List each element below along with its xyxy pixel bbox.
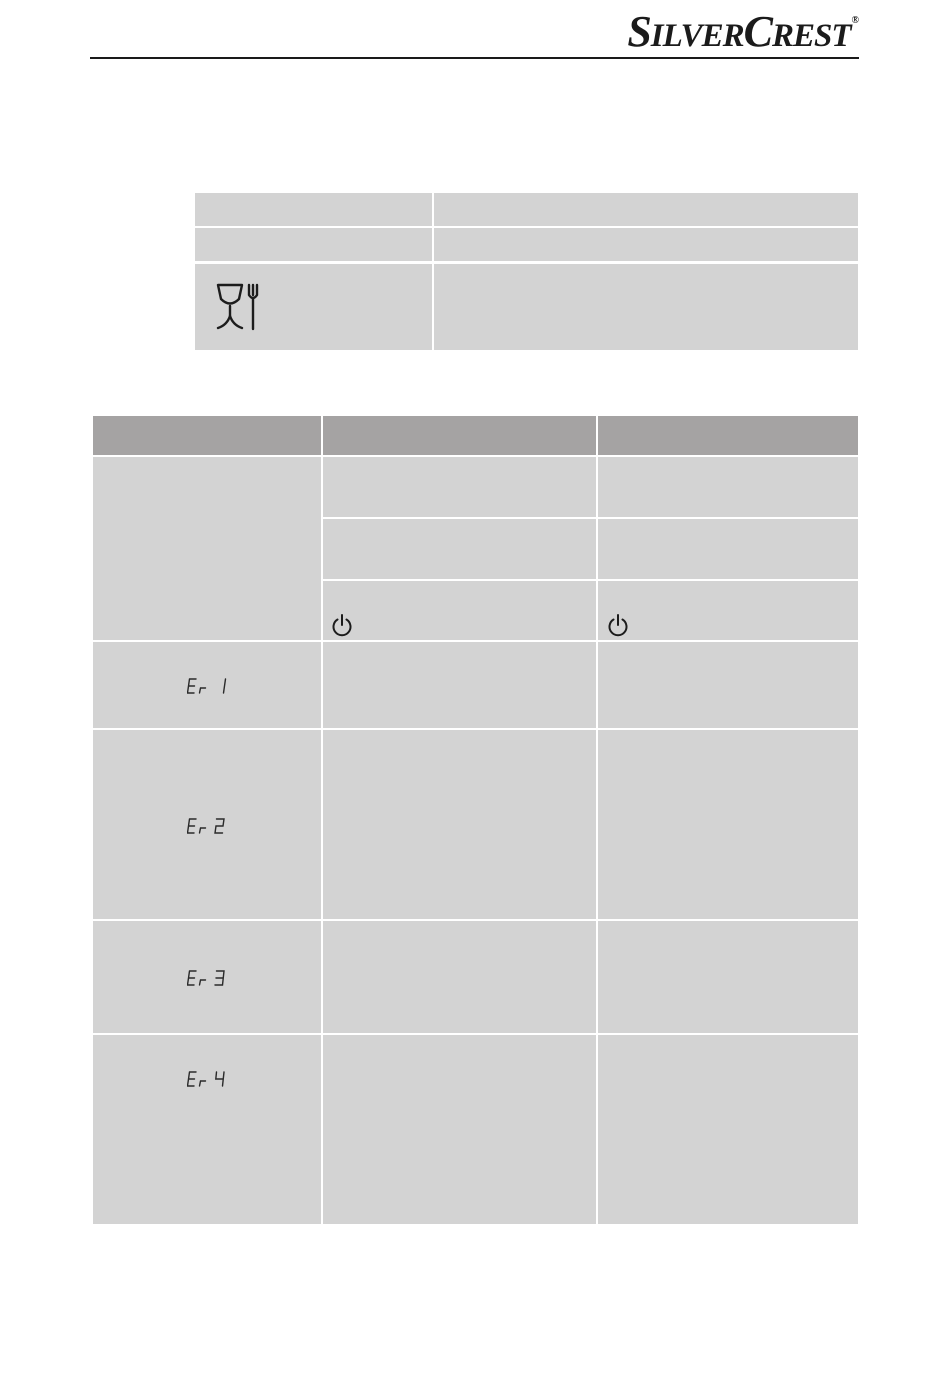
error-table-cell xyxy=(93,1035,321,1224)
symbol-table-cell xyxy=(434,193,858,226)
error-table-cell xyxy=(323,457,596,517)
error-table-cell xyxy=(598,457,858,517)
error-table-cell xyxy=(598,519,858,579)
symbol-table-cell xyxy=(195,193,432,226)
symbol-table-cell xyxy=(434,228,858,261)
error-code-er2 xyxy=(187,817,229,837)
logo-rest-1: ILVER xyxy=(650,18,744,54)
error-table-cell xyxy=(598,642,858,728)
error-code-er1 xyxy=(187,677,229,697)
registered-mark: ® xyxy=(851,15,858,26)
power-icon xyxy=(607,613,629,637)
error-code-er3 xyxy=(187,969,229,989)
symbol-table-cell xyxy=(195,228,432,261)
logo-cap-2: C xyxy=(743,7,772,56)
error-table-cell xyxy=(93,457,321,640)
header-rule xyxy=(90,57,859,59)
error-table-cell xyxy=(323,642,596,728)
error-table-cell xyxy=(598,581,858,640)
error-table-cell xyxy=(323,519,596,579)
error-table-cell xyxy=(598,921,858,1033)
error-table-cell xyxy=(323,730,596,919)
power-icon xyxy=(331,613,353,637)
error-code-er4 xyxy=(187,1070,229,1090)
error-table-header-cell xyxy=(323,416,596,455)
logo-rest-2: REST xyxy=(771,18,851,54)
logo-cap-1: S xyxy=(627,7,651,56)
food-safe-glass-fork-icon xyxy=(213,282,265,332)
error-table-cell xyxy=(323,1035,596,1224)
symbol-table-cell xyxy=(434,264,858,350)
error-table-cell xyxy=(598,1035,858,1224)
error-table-cell xyxy=(598,730,858,919)
error-table-header-cell xyxy=(93,416,321,455)
error-table-header-cell xyxy=(598,416,858,455)
error-table-cell xyxy=(323,581,596,640)
brand-logo xyxy=(627,6,858,57)
error-table-cell xyxy=(323,921,596,1033)
